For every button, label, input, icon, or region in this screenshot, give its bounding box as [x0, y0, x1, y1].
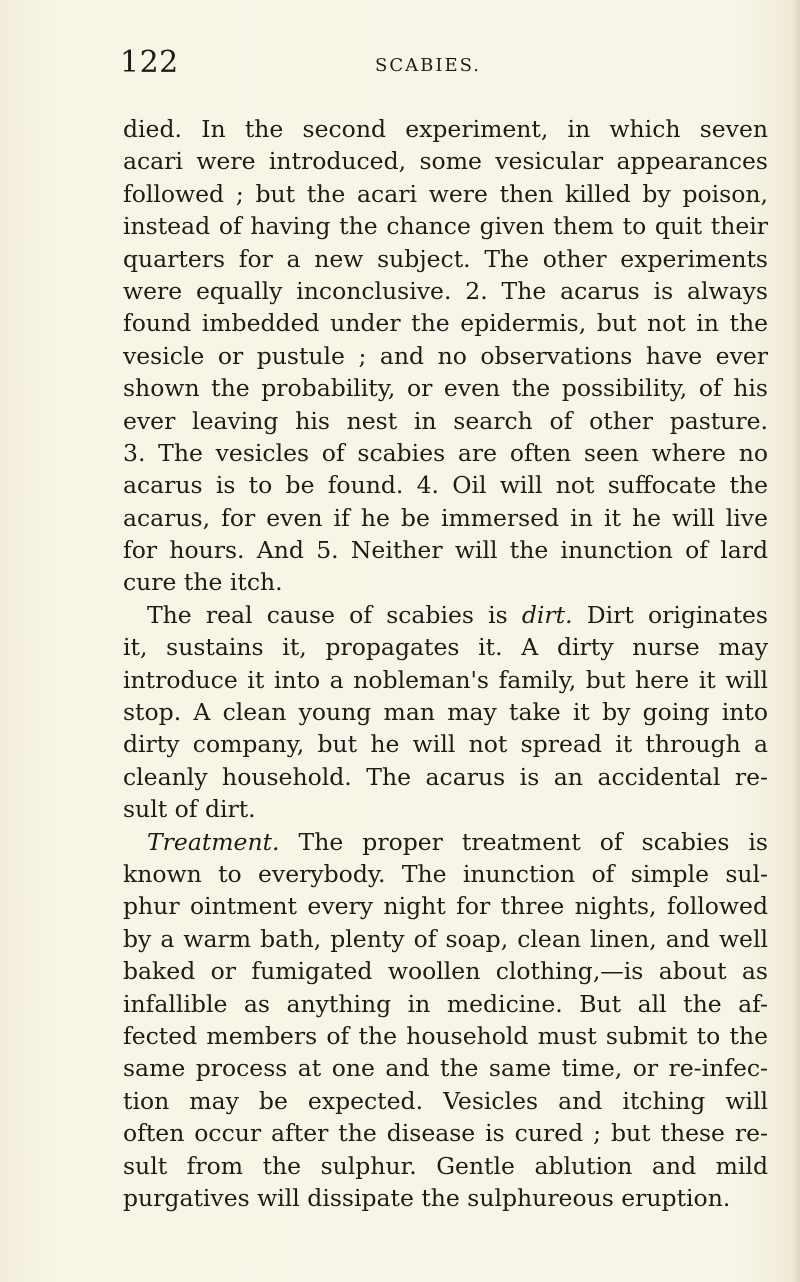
- text-line: died. In the second experiment, in which seven: [123, 115, 768, 143]
- text-line: acarus is to be found. 4. Oil will not suffocate the: [123, 471, 768, 500]
- text-line: 3. The vesicles of scabies are often seen where no: [123, 438, 768, 467]
- text-line: ever leaving his nest in search of other pasture.: [123, 406, 768, 435]
- text-line: followed ; but the acari were then killed by poison,: [123, 179, 768, 208]
- text-line: were equally inconclusive. 2. The acarus is always: [123, 276, 768, 305]
- text-line: phur ointment every night for three nights, followed: [123, 892, 768, 921]
- text-line: fected members of the household must submit to the: [123, 1021, 768, 1050]
- italic-dirt: dirt.: [521, 600, 573, 629]
- text-line: introduce it into a nobleman's family, but here it will: [123, 665, 768, 694]
- page-edge-shadow: [792, 0, 800, 1282]
- paragraph-continuation: [123, 113, 768, 599]
- text-line: dirty company, but he will not spread it through a: [123, 730, 768, 759]
- text-line: same process at one and the same time, or re-infec-: [123, 1054, 768, 1083]
- text-span: Dirt originates: [572, 600, 768, 629]
- text-span: The real cause of scabies is: [147, 600, 522, 629]
- text-line: instead of having the chance given them to quit their: [123, 212, 768, 241]
- paragraph-cause: [123, 599, 768, 826]
- text-line: sult of dirt.: [123, 795, 256, 824]
- text-line: cleanly household. The acarus is an accidental re-: [123, 762, 768, 791]
- text-line: for hours. And 5. Neither will the inunction of lard: [123, 536, 768, 565]
- text-line: baked or fumigated woollen clothing,—is about as: [123, 957, 768, 986]
- text-line: often occur after the disease is cured ; but these re-: [123, 1119, 768, 1148]
- body-text: [123, 113, 768, 1214]
- text-line: known to everybody. The inunction of simple sul-: [123, 859, 768, 888]
- text-line: infallible as anything in medicine. But all the af-: [123, 989, 768, 1018]
- running-head: [120, 46, 740, 80]
- text-span: The proper treatment of scabies is: [279, 827, 768, 856]
- text-line: it, sustains it, propagates it. A dirty nurse may: [123, 633, 768, 662]
- text-line: vesicle or pustule ; and no observations have ever: [123, 341, 768, 370]
- text-line: stop. A clean young man may take it by going into: [123, 698, 768, 727]
- text-line: acari were introduced, some vesicular appearances: [123, 147, 768, 176]
- text-line: cure the itch.: [123, 568, 283, 597]
- text-line: by a warm bath, plenty of soap, clean linen, and well: [123, 924, 768, 953]
- text-line: found imbedded under the epidermis, but not in the: [123, 309, 768, 338]
- text-line: sult from the sulphur. Gentle ablution and mild: [123, 1151, 768, 1180]
- running-title: SCABIES.: [375, 55, 481, 76]
- text-line: shown the probability, or even the possibility, of his: [123, 374, 768, 403]
- text-line: [123, 826, 768, 858]
- text-line: tion may be expected. Vesicles and itching will: [123, 1086, 768, 1115]
- italic-treatment: Treatment.: [147, 827, 280, 856]
- text-line: purgatives will dissipate the sulphureous eruption.: [123, 1183, 731, 1212]
- text-line: acarus, for even if he be immersed in it he will live: [123, 503, 768, 532]
- page-number: 122: [120, 45, 179, 80]
- text-line: [123, 599, 768, 631]
- paragraph-treatment: [123, 826, 768, 1215]
- text-line: quarters for a new subject. The other experiments: [123, 244, 768, 273]
